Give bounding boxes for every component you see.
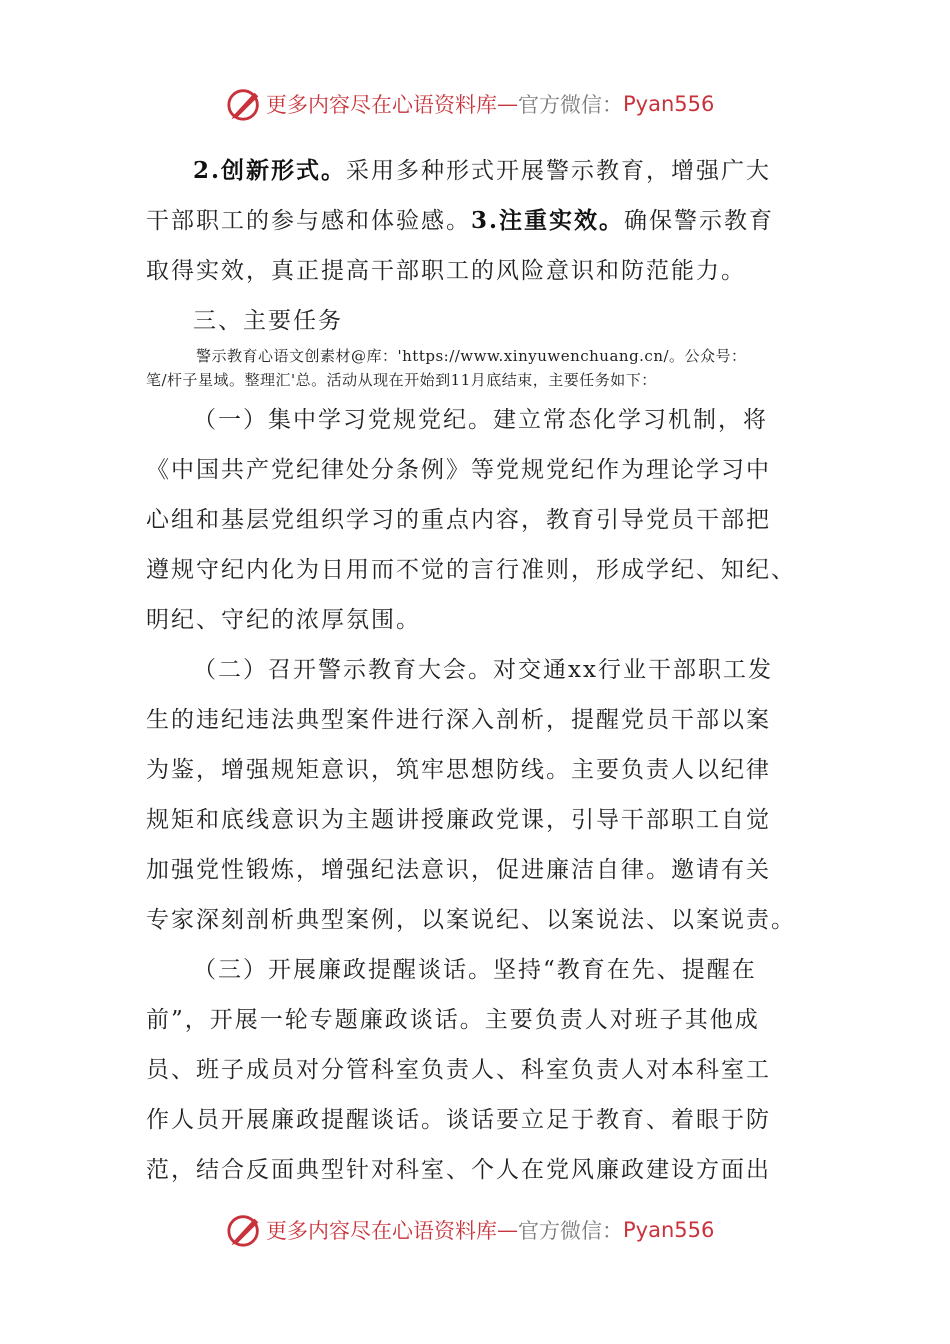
watermark-dash: —: [497, 92, 518, 116]
bold-heading-effectiveness: 3.注重实效。: [471, 207, 625, 234]
watermark-title: 更多内容尽在心语资料库: [266, 93, 497, 117]
text-line: 生的违纪违法典型案件进行深入剖析，提醒党员干部以案: [146, 707, 771, 733]
watermark-dash: —: [497, 1218, 518, 1242]
text-run: 确保警示教育: [624, 208, 775, 234]
source-note: [146, 344, 826, 392]
text-line: （一）集中学习党规党纪。建立常态化学习机制，将: [193, 407, 768, 433]
watermark-banner-top: [226, 84, 714, 124]
text-line: 遵规守纪内化为日用而不觉的言行准则，形成学纪、知纪、: [146, 557, 796, 583]
text-line: 规矩和底线意识为主题讲授廉政党课，引导干部职工自觉: [146, 807, 771, 833]
text-line: 前”，开展一轮专题廉政谈话。主要负责人对班子其他成: [146, 1007, 760, 1033]
paragraph-section-3: [146, 945, 806, 1195]
paragraph-section-2: [146, 645, 806, 945]
text-run: 采用多种形式开展警示教育，增强广大: [346, 158, 772, 184]
pen-logo-icon: [226, 1211, 264, 1249]
note-line: 警示教育心语文创素材@库：'https://www.xinyuwenchuang.cn/。公众号：: [196, 347, 747, 365]
text-line: 作人员开展廉政提醒谈话。谈话要立足于教育、着眼于防: [146, 1107, 771, 1133]
text-line: 明纪、守纪的浓厚氛围。: [146, 607, 421, 633]
note-line: 笔/杆子星域。整理汇'总。活动从现在开始到11月底结束，主要任务如下：: [146, 371, 657, 389]
text-line: [146, 196, 806, 246]
text-line: 《中国共产党纪律处分条例》等党规党纪作为理论学习中: [146, 457, 771, 483]
text-line: （三）开展廉政提醒谈话。坚持“教育在先、提醒在: [193, 957, 757, 983]
paragraph-section-1: [146, 395, 806, 645]
text-line: 为鉴，增强规矩意识，筑牢思想防线。主要负责人以纪律: [146, 757, 771, 783]
paragraph-principles: [146, 146, 806, 346]
bold-heading-innovation: 2.创新形式。: [193, 157, 347, 184]
watermark-banner-bottom: [226, 1210, 714, 1250]
section-heading: 三、主要任务: [193, 308, 343, 334]
watermark-wechat-id: Pyan556: [623, 92, 715, 116]
pen-logo-icon: [226, 85, 264, 123]
text-line: 心组和基层党组织学习的重点内容，教育引导党员干部把: [146, 507, 771, 533]
watermark-wechat-id: Pyan556: [623, 1218, 715, 1242]
text-line: 范，结合反面典型针对科室、个人在党风廉政建设方面出: [146, 1157, 771, 1183]
text-line: 员、班子成员对分管科室负责人、科室负责人对本科室工: [146, 1057, 771, 1083]
watermark-wechat-label: 官方微信：: [518, 93, 623, 117]
text-run: 干部职工的参与感和体验感。: [146, 208, 471, 234]
text-line: 取得实效，真正提高干部职工的风险意识和防范能力。: [146, 258, 746, 284]
text-line: 加强党性锻炼，增强纪法意识，促进廉洁自律。邀请有关: [146, 857, 771, 883]
text-line: [146, 146, 806, 196]
watermark-title: 更多内容尽在心语资料库: [266, 1219, 497, 1243]
watermark-wechat-label: 官方微信：: [518, 1219, 623, 1243]
text-line: （二）召开警示教育大会。对交通xx行业干部职工发: [193, 657, 773, 683]
text-line: 专家深刻剖析典型案例，以案说纪、以案说法、以案说责。: [146, 907, 796, 933]
